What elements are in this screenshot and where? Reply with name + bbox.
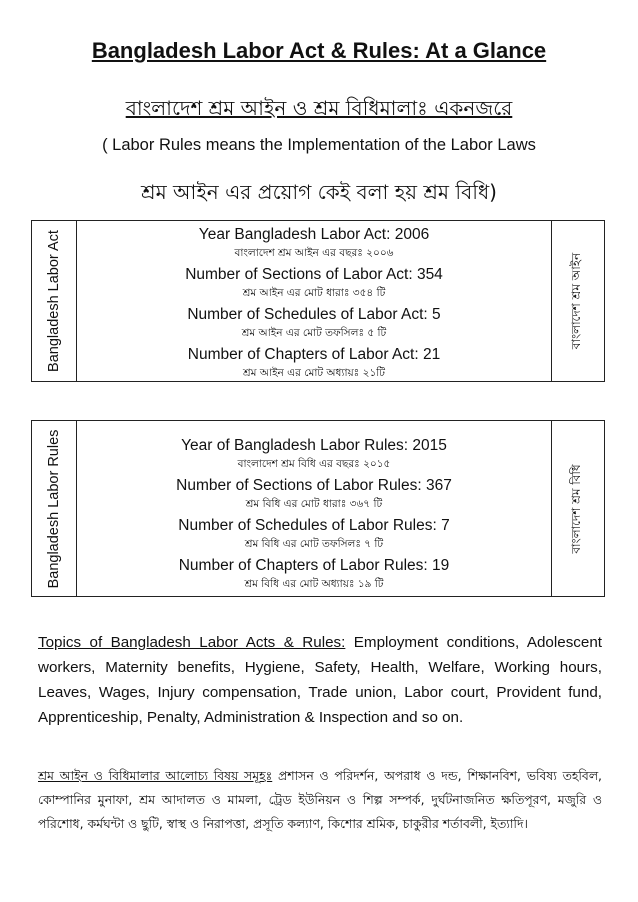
labor-act-side-label-bn: বাংলাদেশ শ্রম আইন	[569, 252, 583, 350]
act-schedules-bn: শ্রম আইন এর মোট তফসিলঃ ৫ টি	[241, 327, 387, 339]
topics-text-bn: প্রশাসন ও পরিদর্শন, অপরাধ ও দন্ড, শিক্ষানবিশ, ভবিষ্য তহবিল, কোম্পানির মুনাফা, শ্রম আদালত ও মামলা, ট্রেড ইউনিয়ন ও শিল্প সম্পর্ক, দুর্ঘটনাজনিত ক্ষতিপূরণ, মজুরি ও পরিশোধ, কর্মঘন্টা ও ছুটি, স্বাস্থ ও নিরাপত্তা, প্রসূতি কল্যাণ, কিশোর শ্রমিক, চাকুরীর শর্তাবলী, ইত্যাদি।	[38, 768, 602, 831]
topics-paragraph-bn	[38, 764, 602, 836]
rules-schedules-bn: শ্রম বিধি এর মোট তফসিলঃ ৭ টি	[244, 538, 384, 550]
act-schedules: Number of Schedules of Labor Act: 5	[187, 306, 441, 323]
labor-rules-side-label-cell	[32, 421, 77, 596]
topics-label: Topics of Bangladesh Labor Acts & Rules:	[38, 634, 346, 651]
rules-year-bn: বাংলাদেশ শ্রম বিধি এর বছরঃ ২০১৫	[237, 458, 391, 470]
topics-label-bn: শ্রম আইন ও বিধিমালার আলোচ্য বিষয় সমূহঃ	[38, 768, 273, 783]
labor-act-side-label-bn-cell	[551, 221, 604, 381]
rules-chapters-bn: শ্রম বিধি এর মোট অধ্যায়ঃ ১৯ টি	[244, 578, 384, 590]
labor-act-side-label-cell	[32, 221, 77, 381]
act-year: Year Bangladesh Labor Act: 2006	[198, 226, 430, 243]
labor-rules-side-label-bn: বাংলাদেশ শ্রম বিধি	[569, 463, 583, 554]
act-sections-bn: শ্রম আইন এর মোট ধারাঃ ৩৫৪ টি	[242, 287, 386, 299]
act-sections: Number of Sections of Labor Act: 354	[185, 266, 443, 283]
bangla-note: শ্রম আইন এর প্রয়োগ কেই বলা হয় শ্রম বিধি)	[141, 180, 497, 204]
labor-rules-side-label: Bangladesh Labor Rules	[46, 429, 62, 588]
act-chapters-bn: শ্রম আইন এর মোট অধ্যায়ঃ ২১টি	[243, 367, 385, 379]
rules-year: Year of Bangladesh Labor Rules: 2015	[181, 437, 447, 454]
labor-act-side-label: Bangladesh Labor Act	[46, 230, 62, 372]
rules-sections-bn: শ্রম বিধি এর মোট ধারাঃ ৩৬৭ টি	[245, 498, 383, 510]
labor-rules-box	[31, 420, 605, 597]
act-year-bn: বাংলাদেশ শ্রম আইন এর বছরঃ ২০০৬	[234, 247, 394, 259]
labor-act-box	[31, 220, 605, 382]
topics-paragraph	[38, 630, 602, 730]
labor-rules-details	[76, 421, 552, 596]
page-title: Bangladesh Labor Act & Rules: At a Glance	[91, 38, 547, 63]
act-chapters: Number of Chapters of Labor Act: 21	[187, 346, 441, 363]
rules-chapters: Number of Chapters of Labor Rules: 19	[178, 557, 450, 574]
rules-schedules: Number of Schedules of Labor Rules: 7	[178, 517, 450, 534]
rules-sections: Number of Sections of Labor Rules: 367	[176, 477, 452, 494]
bangla-subtitle: বাংলাদেশ শ্রম আইন ও শ্রম বিধিমালাঃ একনজরে	[125, 96, 513, 120]
labor-rules-side-label-bn-cell	[551, 421, 604, 596]
labor-act-details	[76, 221, 552, 381]
english-note: ( Labor Rules means the Implementation of the Labor Laws	[102, 136, 536, 154]
topics-text: Employment conditions, Adolescent workers, Maternity benefits, Hygiene, Safety, Health, Welfare, Working hours, Leaves, Wages, Injury compensation, Trade union, Labor court, Provident fund, Apprenticeship, Penalty, Administration & Inspection and so on.	[38, 634, 602, 726]
